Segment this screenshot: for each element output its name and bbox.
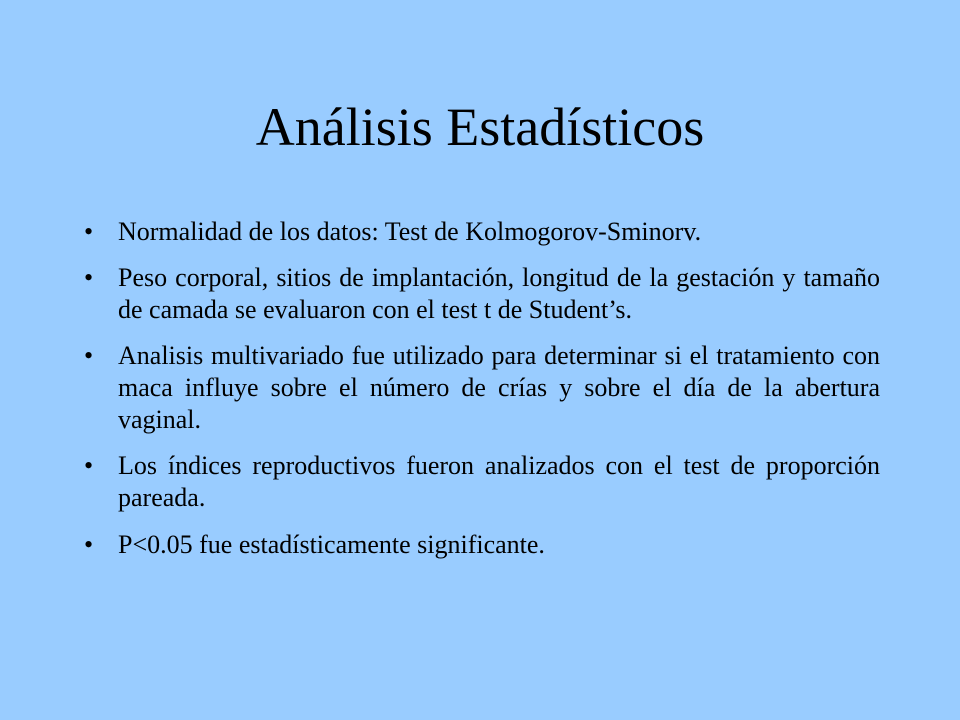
bullet-list	[80, 216, 880, 575]
bullet-text: Normalidad de los datos: Test de Kolmogorov-Sminorv.	[118, 217, 702, 246]
bullet-text: Peso corporal, sitios de implantación, longitud de la gestación y tamaño de camada se evaluaron con el test t de Student’s.	[118, 263, 880, 324]
bullet-item	[80, 216, 880, 248]
bullet-item	[80, 262, 880, 326]
bullet-icon: •	[84, 451, 94, 480]
bullet-text: Los índices reproductivos fueron analizados con el test de proporción pareada.	[118, 451, 880, 512]
slide-title: Análisis Estadísticos	[255, 97, 705, 157]
bullet-text: P<0.05 fue estadísticamente significante.	[118, 530, 545, 559]
bullet-text: Analisis multivariado fue utilizado para determinar si el tratamiento con maca influye sobre el número de crías y sobre el día de la abertura vaginal.	[118, 341, 880, 434]
bullet-icon: •	[84, 341, 94, 370]
bullet-icon: •	[84, 530, 94, 559]
bullet-item	[80, 450, 880, 514]
bullet-icon: •	[84, 263, 94, 292]
bullet-item	[80, 340, 880, 436]
bullet-icon: •	[84, 217, 94, 246]
bullet-item	[80, 529, 880, 561]
